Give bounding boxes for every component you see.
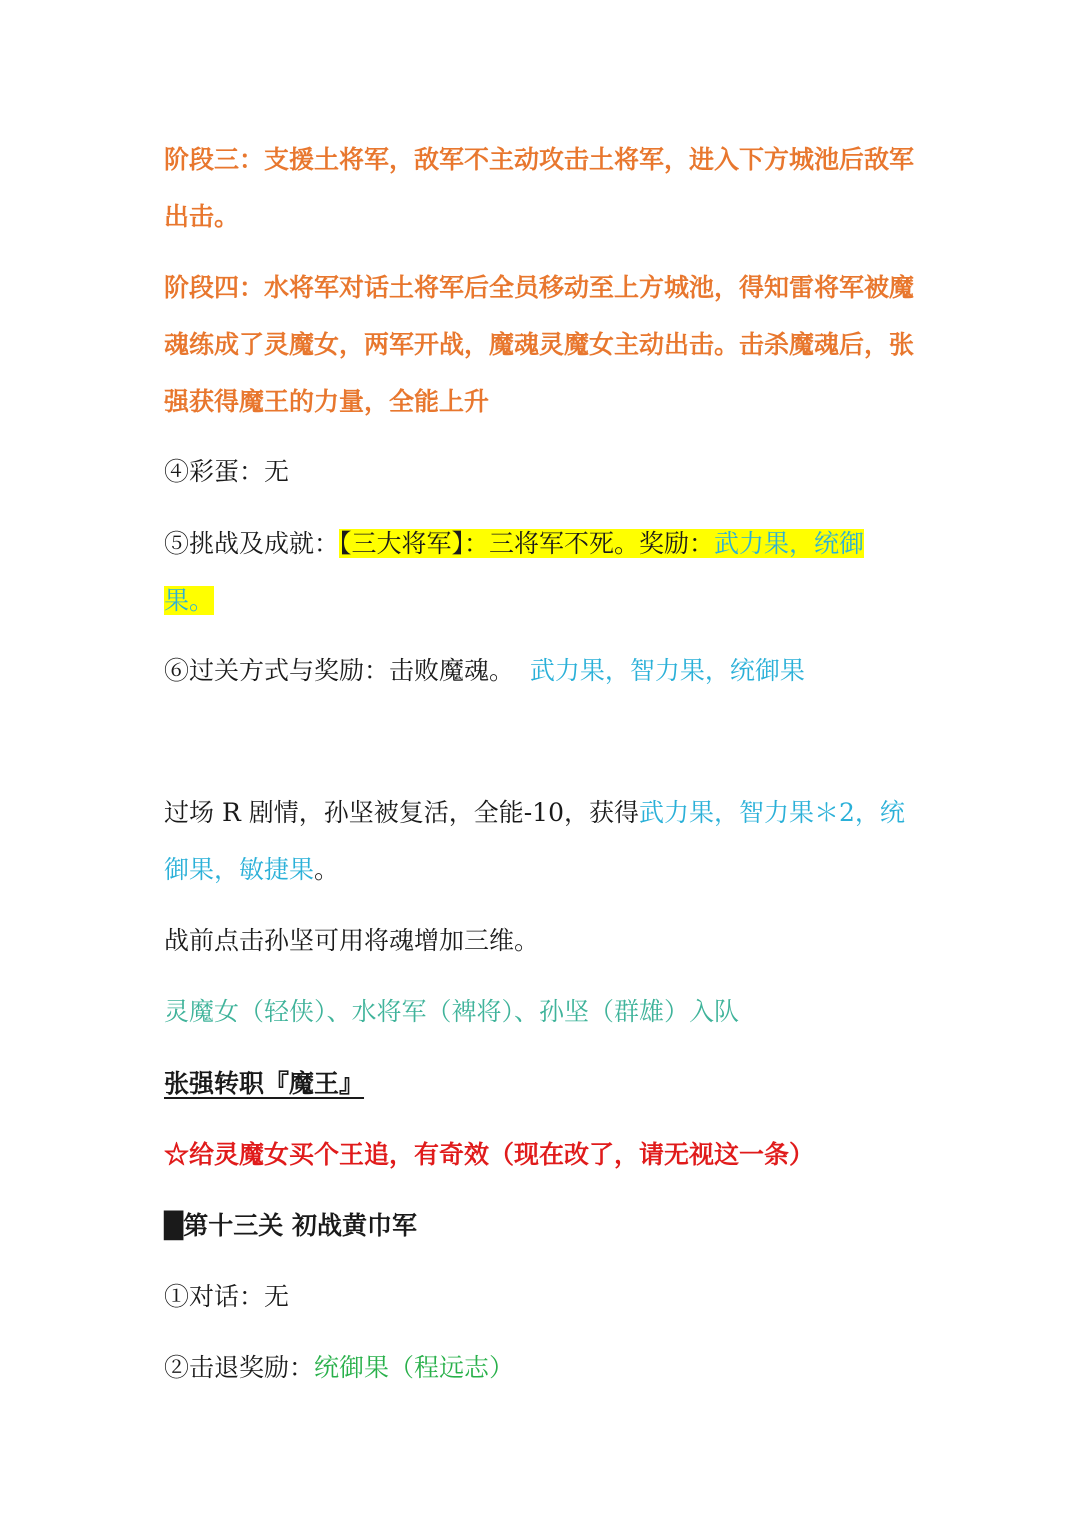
stage-three-paragraph xyxy=(164,131,914,245)
easter-egg-label: ④彩蛋： xyxy=(164,457,265,486)
stage-four-text: 阶段四：水将军对话土将军后全员移动至上方城池，得知雷将军被魔魂练成了灵魔女，两军开战，魔魂灵魔女主动出击。击杀魔魂后，张强获得魔王的力量，全能上升 xyxy=(164,273,915,416)
repel-label: ②击退奖励： xyxy=(164,1353,315,1382)
cutscene-paragraph xyxy=(164,784,914,898)
tip-text: ☆给灵魔女买个王追，有奇效（现在改了，请无视这一条） xyxy=(164,1140,815,1169)
clear-method-label: ⑥过关方式与奖励：击败魔魂。 xyxy=(164,656,515,685)
stage-three-text: 阶段三：支援土将军，敌军不主动攻击土将军，进入下方城池后敌军出击。 xyxy=(164,145,915,231)
easter-egg-value: 无 xyxy=(264,457,290,486)
repel-reward-line xyxy=(164,1339,914,1396)
clear-method-reward: 武力果，智力果，统御果 xyxy=(529,656,805,685)
promotion-text: 张强转职『魔王』 xyxy=(164,1069,365,1098)
level-13-title: 第十三关 初战黄巾军 xyxy=(183,1211,417,1240)
stage-four-paragraph xyxy=(164,259,914,430)
easter-egg-line xyxy=(164,443,914,500)
pre-battle-text: 战前点击孙坚可用将魂增加三维。 xyxy=(164,926,540,955)
dialogue-label: ①对话： xyxy=(164,1282,265,1311)
challenge-reward: 武力果，统御果。 xyxy=(164,529,865,615)
level-13-heading xyxy=(164,1197,914,1254)
repel-reward: 统御果（程远志） xyxy=(314,1353,515,1382)
challenge-paragraph xyxy=(164,515,914,629)
cutscene-end: 。 xyxy=(314,855,340,884)
challenge-label: ⑤挑战及成就： xyxy=(164,529,340,558)
challenge-name: 【三大将军】 xyxy=(339,529,465,558)
join-line xyxy=(164,983,914,1040)
cutscene-reward: 武力果，智力果＊2，统御果，敏捷果 xyxy=(164,798,905,884)
cutscene-text: 过场 R 剧情，孙坚被复活，全能-10，获得 xyxy=(164,798,639,827)
dialogue-line xyxy=(164,1268,914,1325)
pre-battle-line xyxy=(164,912,914,969)
heading-marker: █ xyxy=(164,1211,184,1240)
join-text: 灵魔女（轻侠）、水将军（裨将）、孙坚（群雄）入队 xyxy=(164,997,740,1026)
challenge-condition: ：三将军不死。奖励： xyxy=(464,529,715,558)
clear-method-line xyxy=(164,642,914,699)
dialogue-value: 无 xyxy=(264,1282,290,1311)
promotion-line xyxy=(164,1055,914,1112)
tip-line xyxy=(164,1126,914,1183)
